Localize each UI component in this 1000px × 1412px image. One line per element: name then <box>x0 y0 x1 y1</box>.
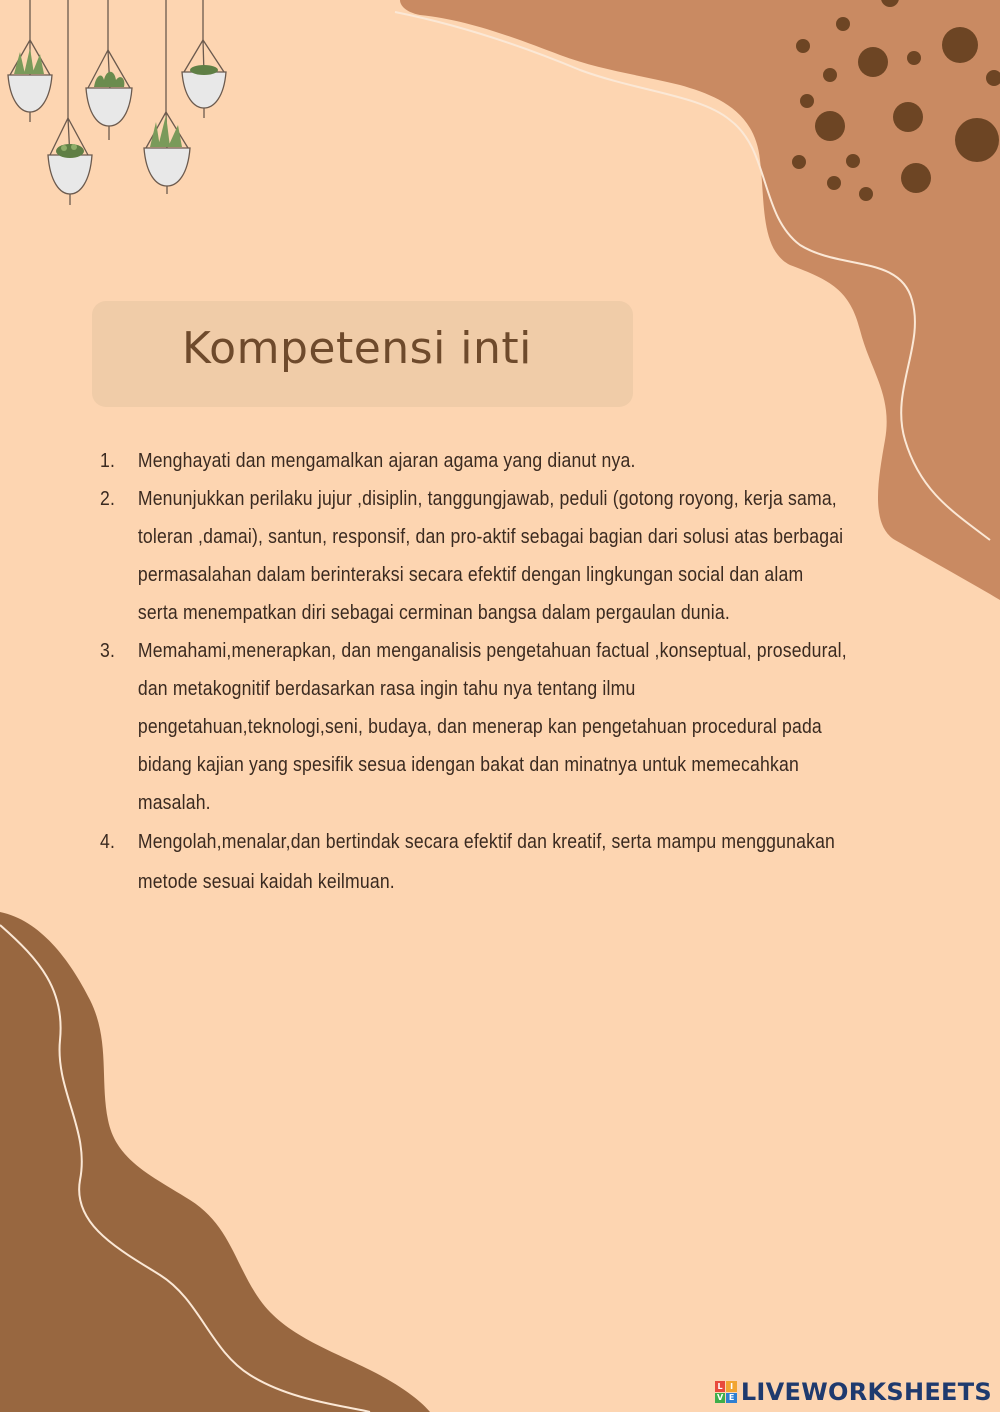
liveworksheets-watermark <box>715 1378 992 1406</box>
list-item-text: Menunjukkan perilaku jujur ,disiplin, tanggungjawab, peduli (gotong royong, kerja sama, toleran ,damai), santun, responsif, dan pro-aktif sebagai bagian dari solusi atas berbagai permasalahan dalam berinteraksi secara efektif dengan lingkungan social dan alam serta menempatkan diri sebagai cerminan bangsa dalam pergaulan dunia. <box>137 487 844 624</box>
liveworksheets-logo-icon: L I V E <box>715 1381 737 1403</box>
competency-list <box>100 442 848 902</box>
page-title: Kompetensi inti <box>182 323 532 374</box>
list-item-number: 3. <box>100 639 116 662</box>
title-box <box>92 301 633 407</box>
list-item-number: 4. <box>100 830 116 853</box>
list-item-text: Mengolah,menalar,dan bertindak secara efektif dan kreatif, serta mampu menggunakan metode sesuai kaidah keilmuan. <box>137 830 836 893</box>
list-item <box>100 442 848 480</box>
list-item <box>100 822 848 902</box>
list-item-number: 2. <box>100 487 116 510</box>
list-item-text: Menghayati dan mengamalkan ajaran agama yang dianut nya. <box>137 449 636 472</box>
hanging-plants-illustration <box>8 0 226 205</box>
list-item-text: Memahami,menerapkan, dan menganalisis pengetahuan factual ,konseptual, prosedural, dan metakognitif berdasarkan rasa ingin tahu nya tentang ilmu pengetahuan,teknologi,seni, budaya, dan menerap kan pengetahuan procedural pada bidang kajian yang spesifik sesua idengan bakat dan minatnya untuk memecahkan masalah. <box>137 639 847 814</box>
bottom-left-blob <box>0 912 430 1412</box>
list-item <box>100 632 848 822</box>
list-item <box>100 480 848 632</box>
liveworksheets-logo-text: LIVEWORKSHEETS <box>740 1378 992 1406</box>
list-item-number: 1. <box>100 449 116 472</box>
